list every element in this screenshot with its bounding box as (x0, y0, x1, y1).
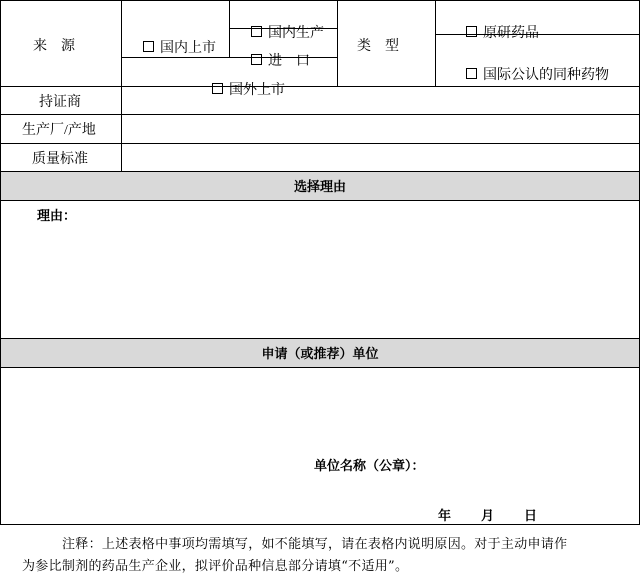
applicant-header: 申请（或推荐）单位 (261, 347, 379, 362)
month-label: 月 (481, 509, 495, 524)
standard-label: 质量标准 (32, 152, 88, 167)
reason-label: 理由： (37, 209, 77, 224)
source-label: 来 源 (33, 39, 75, 54)
grid-line (0, 338, 640, 339)
footnote-line-2: 为参比制剂的药品生产企业，拟评价品种信息部分请填“不适用”。 (22, 559, 409, 574)
reason-field[interactable] (1, 201, 639, 338)
original-drug-option[interactable] (459, 10, 539, 42)
domestic-listed-label: 国内上市 (160, 41, 216, 56)
domestic-produced-label: 国内生产 (268, 26, 324, 41)
checkbox-icon[interactable] (466, 26, 477, 37)
day-label: 日 (524, 509, 538, 524)
standard-field[interactable] (122, 144, 638, 171)
imported-option[interactable] (244, 38, 310, 70)
checkbox-icon[interactable] (143, 41, 154, 52)
grid-line (0, 367, 640, 368)
checkbox-icon[interactable] (251, 26, 262, 37)
original-drug-label: 原研药品 (483, 26, 539, 41)
intl-same-drug-option[interactable] (459, 52, 609, 84)
reason-header: 选择理由 (293, 180, 346, 195)
intl-same-drug-label: 国际公认的同种药物 (483, 68, 609, 83)
foreign-listed-label: 国外上市 (229, 83, 285, 98)
grid-line (337, 0, 338, 86)
holder-field[interactable] (122, 87, 638, 114)
manufacturer-label: 生产厂/产地 (22, 123, 96, 138)
domestic-listed-option[interactable] (136, 25, 216, 57)
imported-label: 进 口 (268, 54, 310, 69)
footnote (22, 534, 622, 578)
checkbox-icon[interactable] (251, 54, 262, 65)
checkbox-icon[interactable] (466, 68, 477, 79)
grid-line (435, 0, 436, 86)
type-label: 类 型 (357, 39, 399, 54)
footnote-line-1: 注释：上述表格中事项均需填写，如不能填写，请在表格内说明原因。对于主动申请作 (62, 537, 568, 552)
table-border-top (0, 0, 640, 1)
year-label: 年 (438, 509, 452, 524)
grid-line (0, 171, 640, 172)
table-border-bottom (0, 524, 640, 525)
holder-label: 持证商 (39, 95, 81, 110)
unit-name-label: 单位名称（公章）： (314, 459, 425, 474)
manufacturer-field[interactable] (122, 115, 638, 143)
